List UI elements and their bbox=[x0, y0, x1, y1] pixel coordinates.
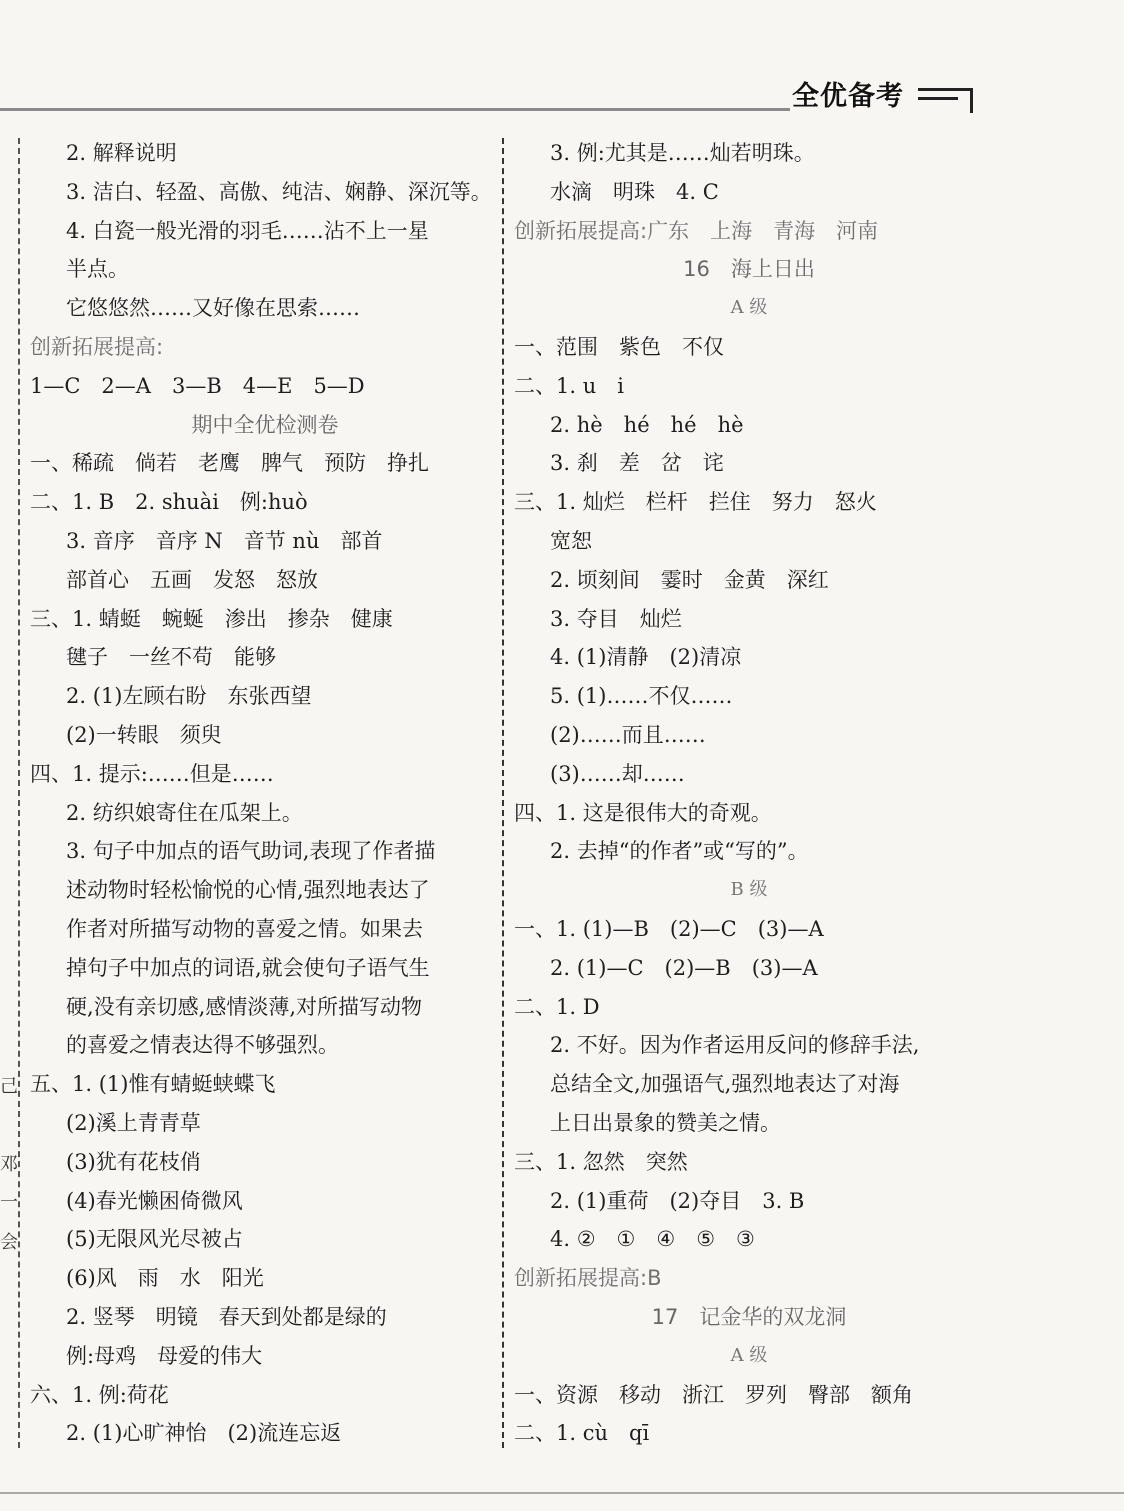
answer-line: 2. 解释说明 bbox=[66, 141, 177, 165]
answer-line: 16 海上日出 bbox=[683, 257, 815, 282]
answer-line: 2. (1)—C (2)—B (3)—A bbox=[550, 955, 818, 980]
answer-line: 毽子 一丝不苟 能够 bbox=[66, 645, 276, 670]
answer-line: 水滴 明珠 4. C bbox=[550, 179, 719, 204]
answer-line: 17 记金华的双龙洞 bbox=[651, 1304, 847, 1329]
answer-line: A 级 bbox=[730, 1344, 768, 1366]
answer-line: 一、稀疏 倘若 老鹰 脾气 预防 挣扎 bbox=[30, 451, 429, 476]
right-answer-column bbox=[514, 134, 984, 1453]
answer-line: 三、1. 灿烂 栏杆 拦住 努力 怒火 bbox=[514, 490, 877, 515]
answer-line: 硬,没有亲切感,感情淡薄,对所描写动物 bbox=[66, 994, 423, 1019]
answer-line: (5)无限风光尽被占 bbox=[66, 1227, 243, 1252]
answer-line: (2)一转眼 须臾 bbox=[66, 722, 222, 747]
answer-line: 2. (1)心旷神怡 (2)流连忘返 bbox=[66, 1421, 342, 1446]
answer-line: 四、1. 这是很伟大的奇观。 bbox=[514, 800, 772, 825]
answer-line: 例:母鸡 母爱的伟大 bbox=[66, 1343, 263, 1368]
answer-line: (4)春光懒困倚微风 bbox=[66, 1188, 243, 1213]
answer-line: 2. 顷刻间 霎时 金黄 深红 bbox=[550, 567, 829, 592]
answer-line: 二、1. B 2. shuài 例:huò bbox=[30, 490, 308, 515]
answer-line: A 级 bbox=[730, 297, 768, 319]
answer-line: 3. 洁白、轻盈、高傲、纯洁、娴静、深沉等。 bbox=[66, 179, 492, 204]
answer-line: 创新拓展提高: bbox=[30, 334, 164, 359]
answer-line: 3. 句子中加点的语气助词,表现了作者描 bbox=[66, 839, 436, 864]
answer-line: 掉句子中加点的词语,就会使句子语气生 bbox=[66, 955, 430, 980]
answer-line: 四、1. 提示:……但是…… bbox=[30, 761, 274, 786]
answer-line: 二、1. D bbox=[514, 994, 600, 1019]
answer-line: 的喜爱之情表达得不够强烈。 bbox=[66, 1033, 339, 1058]
answer-line: 上日出景象的赞美之情。 bbox=[550, 1110, 781, 1135]
answer-line: 创新拓展提高:B bbox=[514, 1266, 662, 1291]
answer-line: 4. ② ① ④ ⑤ ③ bbox=[550, 1227, 755, 1252]
answer-line: 2. 纺织娘寄住在瓜架上。 bbox=[66, 800, 303, 825]
answer-line: 创新拓展提高:广东 上海 青海 河南 bbox=[514, 218, 879, 243]
answer-line: (3)……却…… bbox=[550, 761, 685, 786]
left-answer-column bbox=[30, 134, 500, 1453]
answer-line: 2. (1)左顾右盼 东张西望 bbox=[66, 684, 312, 709]
margin-glyph: 己 bbox=[0, 1076, 18, 1097]
answer-line: 4. (1)清静 (2)清凉 bbox=[550, 645, 742, 670]
answer-line: 它悠悠然……又好像在思索…… bbox=[66, 296, 360, 321]
header-rule bbox=[0, 108, 790, 111]
answer-line: 一、1. (1)—B (2)—C (3)—A bbox=[514, 916, 824, 941]
answer-line: 六、1. 例:荷花 bbox=[30, 1382, 169, 1407]
margin-glyph: 会 bbox=[0, 1232, 18, 1253]
footer-rule bbox=[0, 1492, 1124, 1494]
answer-line: 3. 例:尤其是……灿若明珠。 bbox=[550, 141, 815, 165]
brand-title: 全优备考 bbox=[792, 81, 904, 112]
answer-line: 宽恕 bbox=[550, 528, 592, 553]
margin-glyph: 一 bbox=[0, 1192, 18, 1213]
answer-line: B 级 bbox=[730, 879, 768, 901]
brand-decoration-icon bbox=[918, 88, 973, 113]
answer-line: 一、资源 移动 浙江 罗列 臀部 额角 bbox=[514, 1382, 913, 1407]
answer-line: (3)犹有花枝俏 bbox=[66, 1149, 201, 1174]
answer-line: 述动物时轻松愉悦的心情,强烈地表达了 bbox=[66, 878, 430, 903]
answer-line: 半点。 bbox=[66, 257, 129, 282]
answer-line: (2)溪上青青草 bbox=[66, 1110, 201, 1135]
answer-line: 期中全优检测卷 bbox=[191, 412, 339, 437]
answer-line: 部首心 五画 发怒 怒放 bbox=[66, 567, 318, 592]
answer-line: 二、1. u i bbox=[514, 373, 624, 398]
answer-line: (6)风 雨 水 阳光 bbox=[66, 1266, 264, 1291]
answer-line: 4. 白瓷一般光滑的羽毛……沾不上一星 bbox=[66, 218, 429, 243]
answer-line: 3. 音序 音序 N 音节 nù 部首 bbox=[66, 528, 383, 553]
answer-line: 1—C 2—A 3—B 4—E 5—D bbox=[30, 373, 365, 398]
answer-line: 一、范围 紫色 不仅 bbox=[514, 334, 724, 359]
answer-line: 二、1. cù qī bbox=[514, 1421, 650, 1446]
left-margin-rule bbox=[18, 138, 20, 1448]
answer-line: 总结全文,加强语气,强烈地表达了对海 bbox=[550, 1072, 900, 1097]
answer-line: 2. 不好。因为作者运用反问的修辞手法, bbox=[550, 1033, 920, 1058]
margin-glyph: 邓 bbox=[0, 1154, 18, 1175]
answer-line: (2)……而且…… bbox=[550, 722, 706, 747]
answer-line: 3. 夺目 灿烂 bbox=[550, 606, 682, 631]
answer-line: 三、1. 蜻蜓 蜿蜒 渗出 掺杂 健康 bbox=[30, 606, 393, 631]
answer-line: 2. (1)重荷 (2)夺目 3. B bbox=[550, 1188, 805, 1213]
answer-line: 3. 刹 差 岔 诧 bbox=[550, 451, 724, 476]
answer-line: 三、1. 忽然 突然 bbox=[514, 1149, 688, 1174]
answer-line: 5. (1)……不仅…… bbox=[550, 684, 733, 709]
answer-line: 2. 去掉“的作者”或“写的”。 bbox=[550, 839, 809, 864]
column-divider bbox=[502, 138, 504, 1448]
answer-line: 2. 竖琴 明镜 春天到处都是绿的 bbox=[66, 1304, 387, 1329]
answer-line: 2. hè hé hé hè bbox=[550, 412, 744, 437]
answer-line: 作者对所描写动物的喜爱之情。如果去 bbox=[66, 916, 423, 941]
answer-line: 五、1. (1)惟有蜻蜓蛱蝶飞 bbox=[30, 1072, 276, 1097]
